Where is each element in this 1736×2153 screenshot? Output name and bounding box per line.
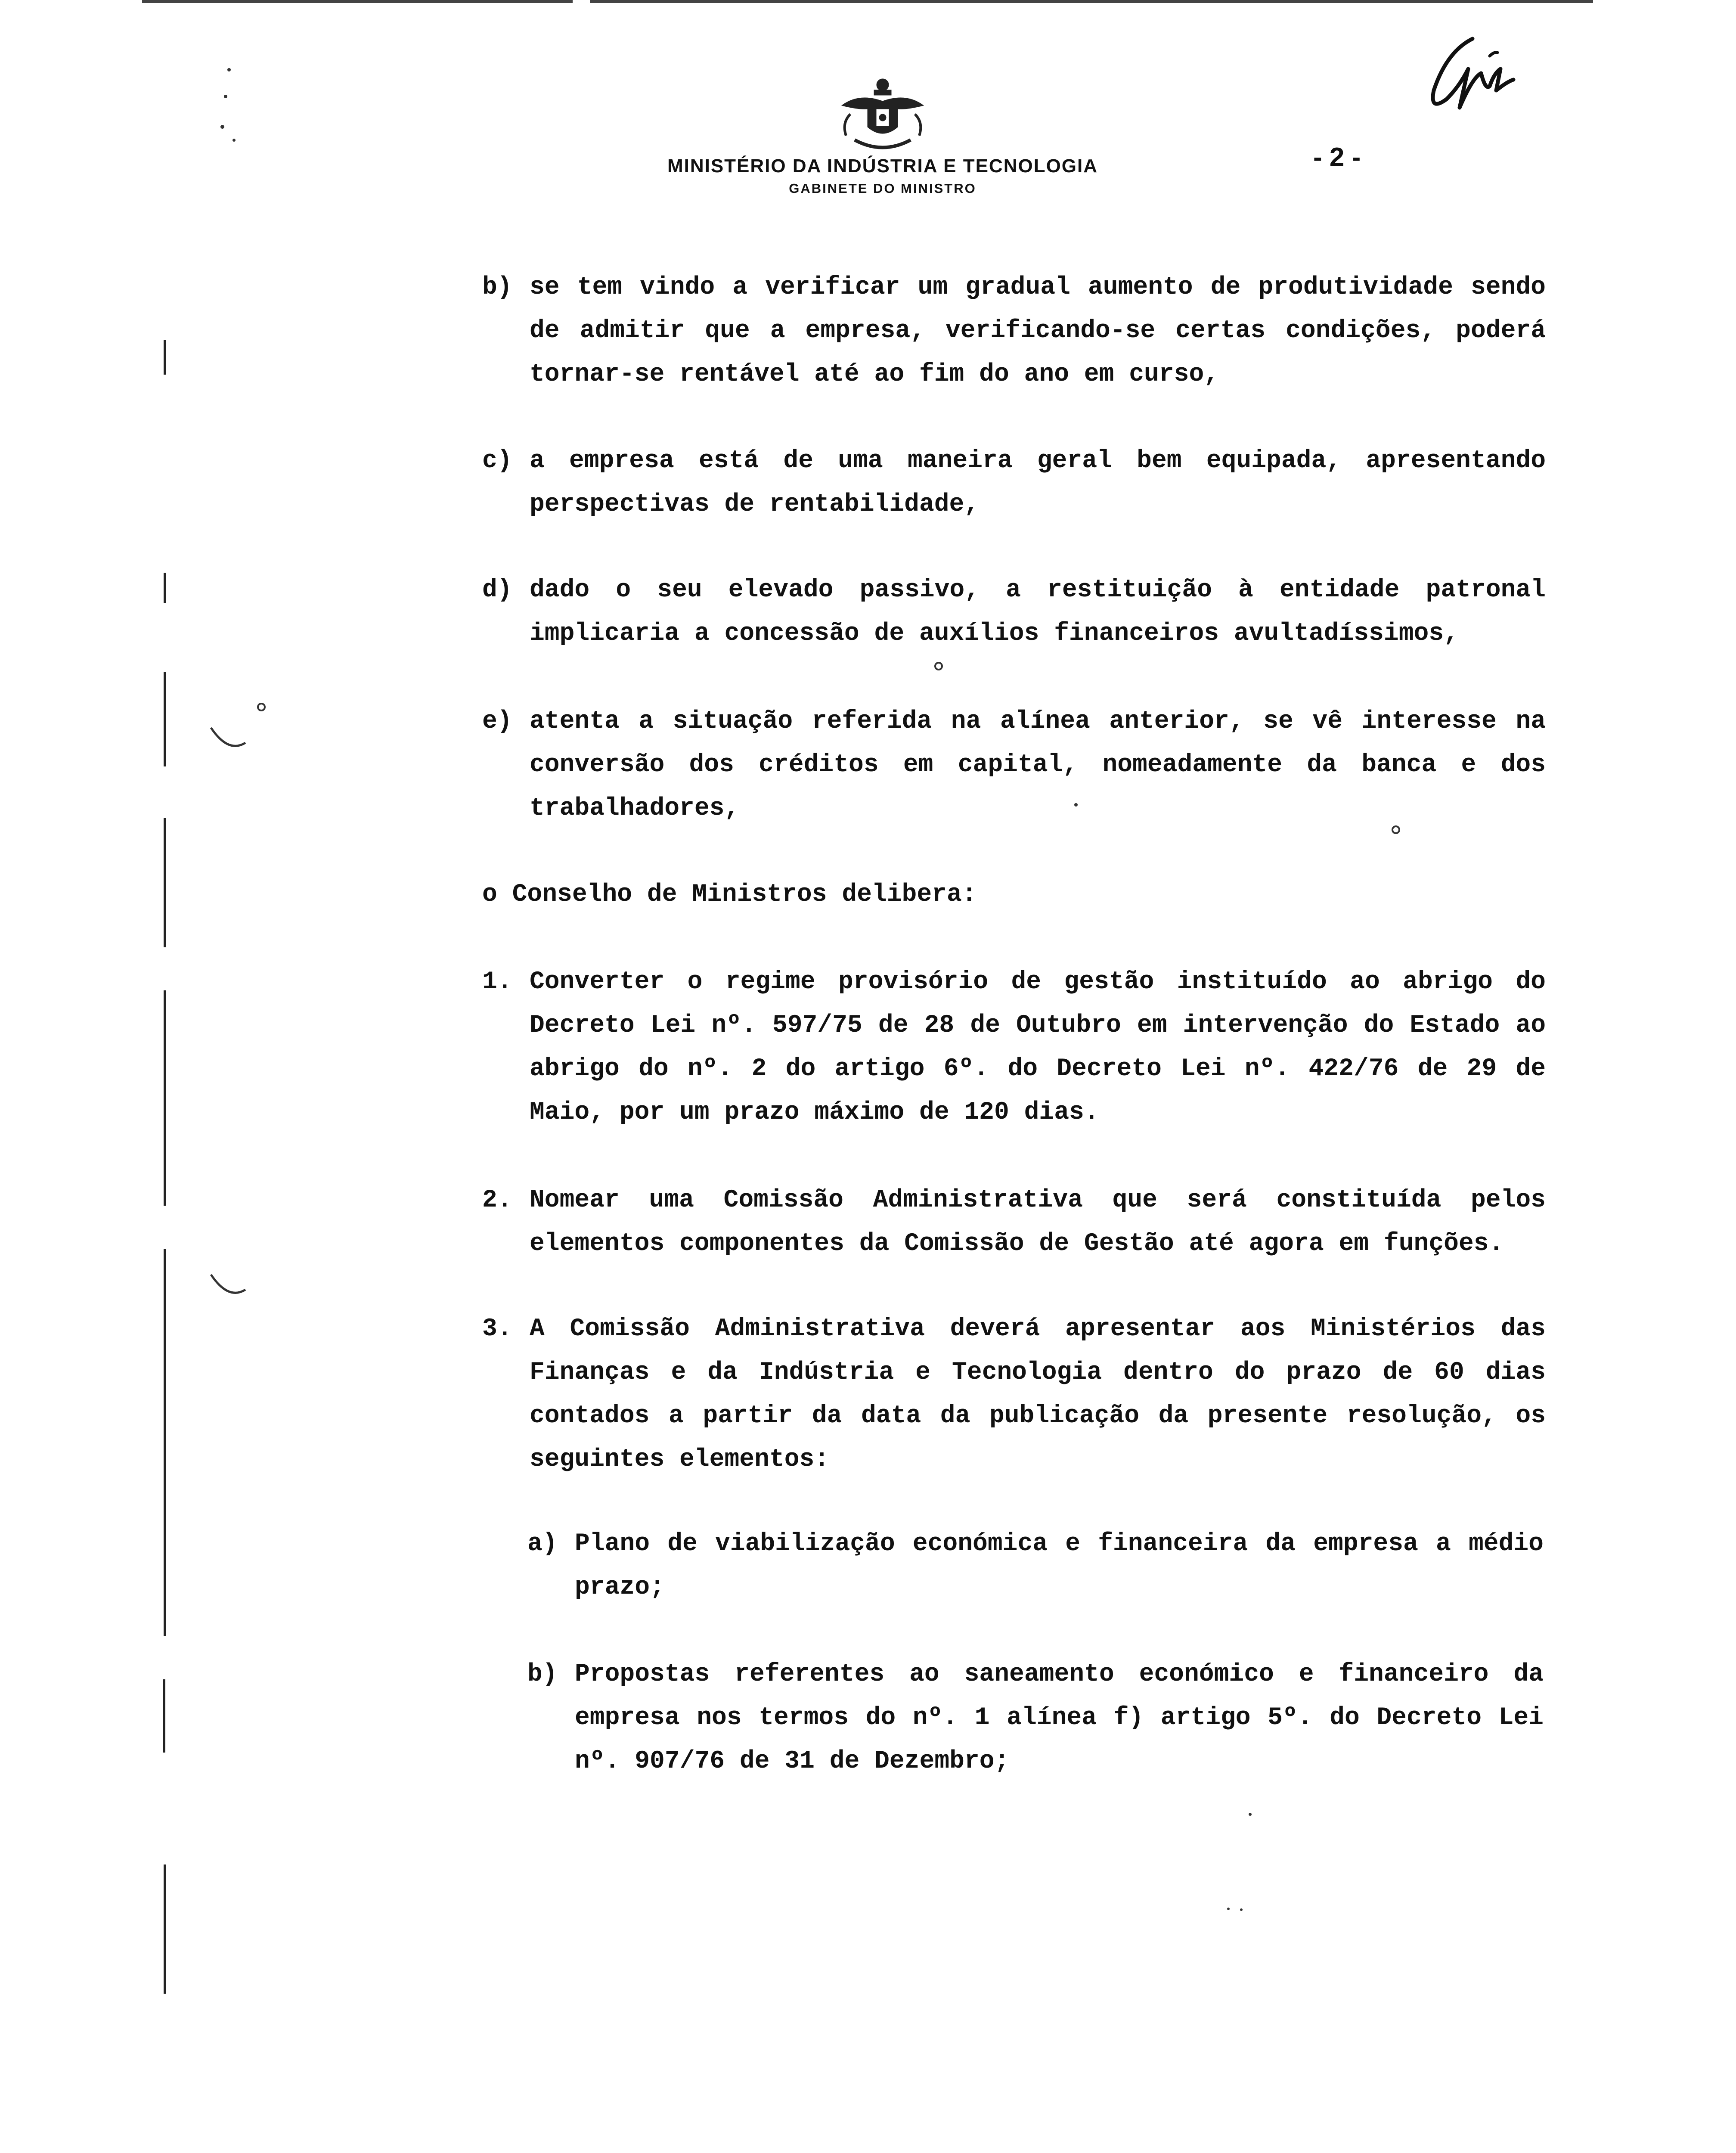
item-text: Plano de viabilização económica e financeira da empresa a médio prazo; bbox=[575, 1530, 1544, 1601]
item-label: d) bbox=[482, 576, 512, 604]
punch-hole-mark bbox=[207, 1270, 250, 1305]
scan-speck bbox=[1240, 1908, 1243, 1911]
item-text: a empresa está de uma maneira geral bem equipada, apresentando perspectivas de rentabilidade, bbox=[530, 447, 1546, 518]
scan-ring bbox=[934, 662, 943, 670]
deliberation-line: o Conselho de Ministros delibera: bbox=[482, 881, 977, 909]
item-label: c) bbox=[482, 447, 512, 475]
ministry-name: MINISTÉRIO DA INDÚSTRIA E TECNOLOGIA bbox=[667, 155, 1098, 177]
item-label: 1. bbox=[482, 968, 512, 996]
scan-edge-line bbox=[590, 0, 1593, 3]
scan-speck bbox=[1249, 1813, 1252, 1816]
item-text: Propostas referentes ao saneamento económico e financeiro da empresa nos termos do nº. 1 alínea f) artigo 5º. do Decreto Lei nº. 907/76 de 31 de Dezembro; bbox=[575, 1660, 1544, 1775]
scan-speck bbox=[220, 125, 224, 129]
margin-mark bbox=[164, 573, 166, 603]
scan-edge-line bbox=[142, 0, 573, 3]
item-label: a) bbox=[527, 1530, 558, 1558]
scan-speck bbox=[1227, 1908, 1230, 1910]
letterhead bbox=[603, 154, 1162, 199]
item-label: 3. bbox=[482, 1315, 512, 1343]
margin-mark bbox=[164, 340, 166, 375]
scan-speck bbox=[227, 68, 231, 71]
margin-mark bbox=[164, 1946, 166, 1989]
item-text: Converter o regime provisório de gestão instituído ao abrigo do Decreto Lei nº. 597/75 de 28 de Outubro em intervenção do Estado ao abrigo do nº. 2 do artigo 6º. do Decreto Lei nº. 422/76 de 29 de Maio, por um prazo máximo de 120 dias. bbox=[530, 968, 1546, 1126]
item-label: e) bbox=[482, 707, 512, 735]
margin-mark bbox=[164, 990, 166, 1206]
item-text: dado o seu elevado passivo, a restituição à entidade patronal implicaria a concessão de auxílios financeiros avultadíssimos, bbox=[530, 576, 1546, 648]
page-number: - 2 - bbox=[1313, 143, 1361, 172]
coat-of-arms-icon bbox=[833, 75, 932, 155]
item-text: A Comissão Administrativa deverá apresentar aos Ministérios das Finanças e da Indústria e Tecnologia dentro do prazo de 60 dias contados a partir da data da publicação da presente resolução, os seguintes elementos: bbox=[530, 1315, 1546, 1474]
margin-mark bbox=[164, 1249, 166, 1636]
item-label: b) bbox=[482, 273, 512, 301]
scan-speck bbox=[232, 139, 236, 142]
punch-hole-mark bbox=[207, 723, 250, 758]
margin-mark bbox=[164, 672, 166, 766]
cabinet-name: GABINETE DO MINISTRO bbox=[789, 181, 976, 196]
item-label: 2. bbox=[482, 1186, 512, 1214]
item-label: b) bbox=[527, 1660, 558, 1688]
scan-ring bbox=[257, 703, 266, 711]
handwritten-initials-icon bbox=[1408, 26, 1520, 125]
scan-speck bbox=[224, 95, 227, 98]
margin-mark bbox=[163, 1679, 165, 1753]
margin-mark bbox=[164, 818, 166, 947]
item-text: atenta a situação referida na alínea anterior, se vê interesse na conversão dos créditos em capital, nomeadamente da banca e dos trabalhadores, bbox=[530, 707, 1546, 822]
item-text: Nomear uma Comissão Administrativa que será constituída pelos elementos componentes da Comissão de Gestão até agora em funções. bbox=[530, 1186, 1546, 1258]
item-text: se tem vindo a verificar um gradual aumento de produtividade sendo de admitir que a empresa, verificando-se certas condições, poderá tornar-se rentável até ao fim do ano em curso, bbox=[530, 273, 1546, 388]
scan-speck bbox=[1074, 803, 1078, 807]
